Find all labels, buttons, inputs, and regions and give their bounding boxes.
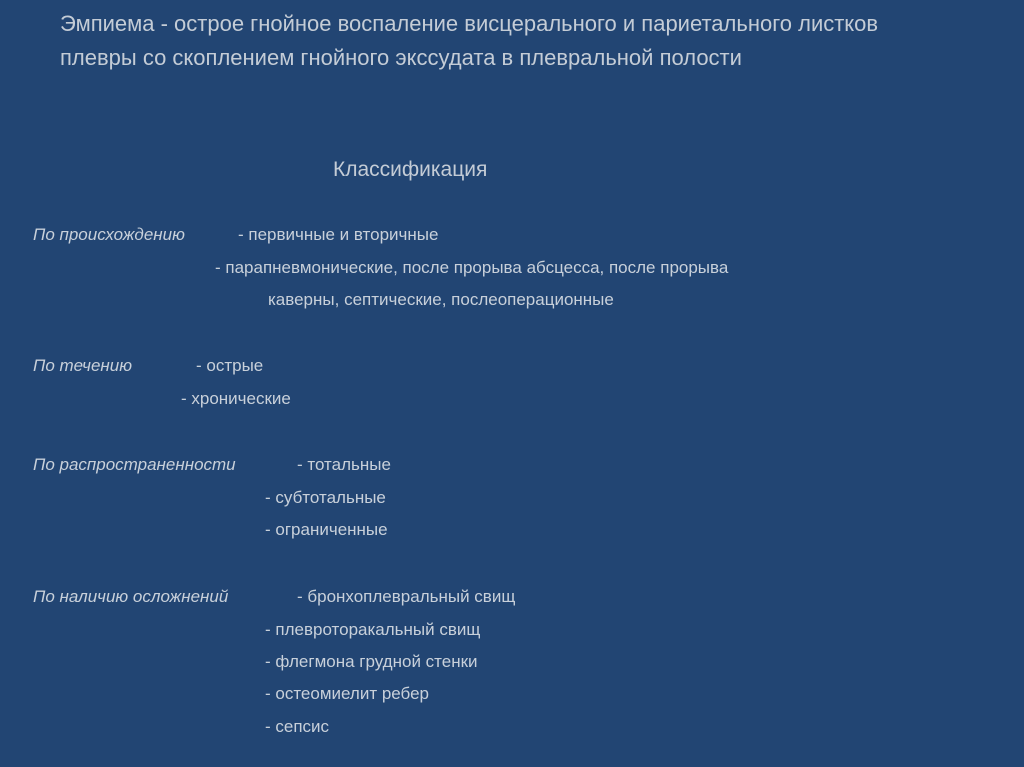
slide-title: Эмпиема - острое гнойное воспаление висцерального и париетального листков плевры со скоплением гнойного экссудата в плевральной полости (60, 11, 879, 70)
extent-item: - тотальные (297, 455, 391, 474)
classification-heading: Классификация (333, 158, 488, 181)
origin-item: каверны, септические, послеоперационные (268, 290, 614, 309)
extent-item: - ограниченные (265, 520, 388, 539)
origin-item: - первичные и вторичные (238, 225, 439, 244)
complication-item: - бронхоплевральный свищ (297, 587, 516, 606)
course-item: - хронические (181, 389, 291, 408)
complication-item: - остеомиелит ребер (265, 684, 430, 703)
origin-item: - парапневмонические, после прорыва абсцесса, после прорыва (215, 258, 729, 277)
complication-item: - сепсис (265, 717, 330, 736)
complication-item: - флегмона грудной стенки (265, 652, 478, 671)
category-complications-label: По наличию осложнений (33, 587, 229, 606)
extent-item: - субтотальные (265, 488, 386, 507)
complication-item: - плевроторакальный свищ (265, 620, 481, 639)
category-extent-label: По распространенности (33, 455, 236, 474)
category-course-label: По течению (33, 356, 133, 375)
course-item: - острые (196, 356, 264, 375)
category-origin-label: По происхождению (33, 225, 185, 244)
